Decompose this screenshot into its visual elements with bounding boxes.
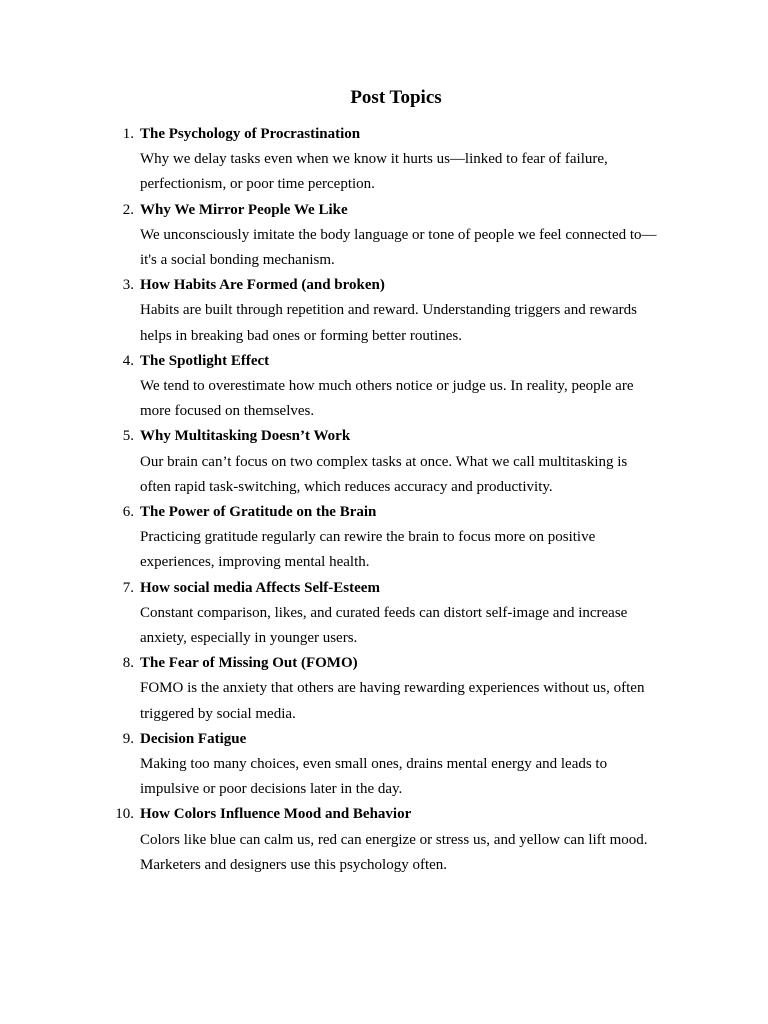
- topic-description-line: Habits are built through repetition and reward. Understanding triggers and rewards: [140, 302, 637, 319]
- topic-description-line: experiences, improving mental health.: [140, 554, 370, 571]
- topic-heading: The Psychology of Procrastination: [140, 126, 361, 142]
- topic-description-line: anxiety, especially in younger users.: [140, 630, 358, 647]
- topic-number: 3.: [122, 277, 134, 294]
- topic-description-line: often rapid task-switching, which reduces accuracy and productivity.: [140, 478, 553, 495]
- topic-heading: The Power of Gratitude on the Brain: [140, 504, 377, 521]
- topic-description-line: Colors like blue can calm us, red can energize or stress us, and yellow can lift mood.: [140, 831, 648, 848]
- topic-heading: Why We Mirror People We Like: [140, 201, 348, 218]
- topic-heading: How Habits Are Formed (and broken): [140, 277, 385, 294]
- topic-item: [0, 273, 768, 349]
- topic-description-line: more focused on themselves.: [140, 403, 315, 420]
- page-title: Post Topics: [350, 87, 442, 108]
- topic-heading: The Fear of Missing Out (FOMO): [140, 655, 358, 672]
- topic-heading: The Spotlight Effect: [140, 352, 270, 369]
- topic-heading: How social media Affects Self-Esteem: [140, 579, 380, 596]
- topic-description-line: Practicing gratitude regularly can rewire the brain to focus more on positive: [140, 529, 596, 546]
- topic-description-line: We tend to overestimate how much others notice or judge us. In reality, people are: [140, 378, 634, 395]
- topic-item: [0, 424, 768, 500]
- topic-description-line: impulsive or poor decisions later in the day.: [140, 781, 403, 798]
- topic-heading: Why Multitasking Doesn’t Work: [140, 428, 351, 445]
- topic-list: [0, 122, 768, 878]
- topic-description-line: FOMO is the anxiety that others are having rewarding experiences without us, often: [140, 680, 645, 697]
- topic-number: 7.: [122, 579, 134, 596]
- topic-item: [0, 576, 768, 652]
- topic-item: [0, 802, 768, 878]
- topic-item: [0, 349, 768, 425]
- topic-description-line: We unconsciously imitate the body language or tone of people we feel connected to—: [140, 226, 657, 243]
- topic-heading: How Colors Influence Mood and Behavior: [140, 806, 412, 823]
- topic-description-line: it's a social bonding mechanism.: [140, 252, 335, 269]
- topic-item: [0, 198, 768, 274]
- topic-description-line: Marketers and designers use this psychology often.: [140, 856, 448, 873]
- topic-number: 5.: [122, 428, 134, 445]
- topic-number: 6.: [122, 504, 134, 521]
- topic-number: 4.: [122, 352, 134, 369]
- topic-description-line: Making too many choices, even small ones, drains mental energy and leads to: [140, 756, 608, 773]
- topic-description-line: Our brain can’t focus on two complex tasks at once. What we call multitasking is: [140, 453, 628, 470]
- topic-description-line: triggered by social media.: [140, 705, 296, 722]
- topic-item: [0, 500, 768, 576]
- topic-number: 10.: [115, 806, 134, 823]
- topic-number: 2.: [122, 201, 134, 218]
- topic-description-line: Why we delay tasks even when we know it hurts us—linked to fear of failure,: [140, 151, 608, 168]
- topic-item: [0, 651, 768, 727]
- topic-description-line: perfectionism, or poor time perception.: [140, 176, 375, 193]
- topic-item: [0, 727, 768, 803]
- topic-number: 9.: [122, 730, 134, 747]
- topic-heading: Decision Fatigue: [140, 730, 247, 747]
- topic-description-line: Constant comparison, likes, and curated feeds can distort self-image and increase: [140, 604, 628, 621]
- topic-number: 1.: [122, 126, 134, 142]
- topic-item: [0, 122, 768, 198]
- topic-number: 8.: [122, 655, 134, 672]
- topic-description-line: helps in breaking bad ones or forming better routines.: [140, 327, 463, 344]
